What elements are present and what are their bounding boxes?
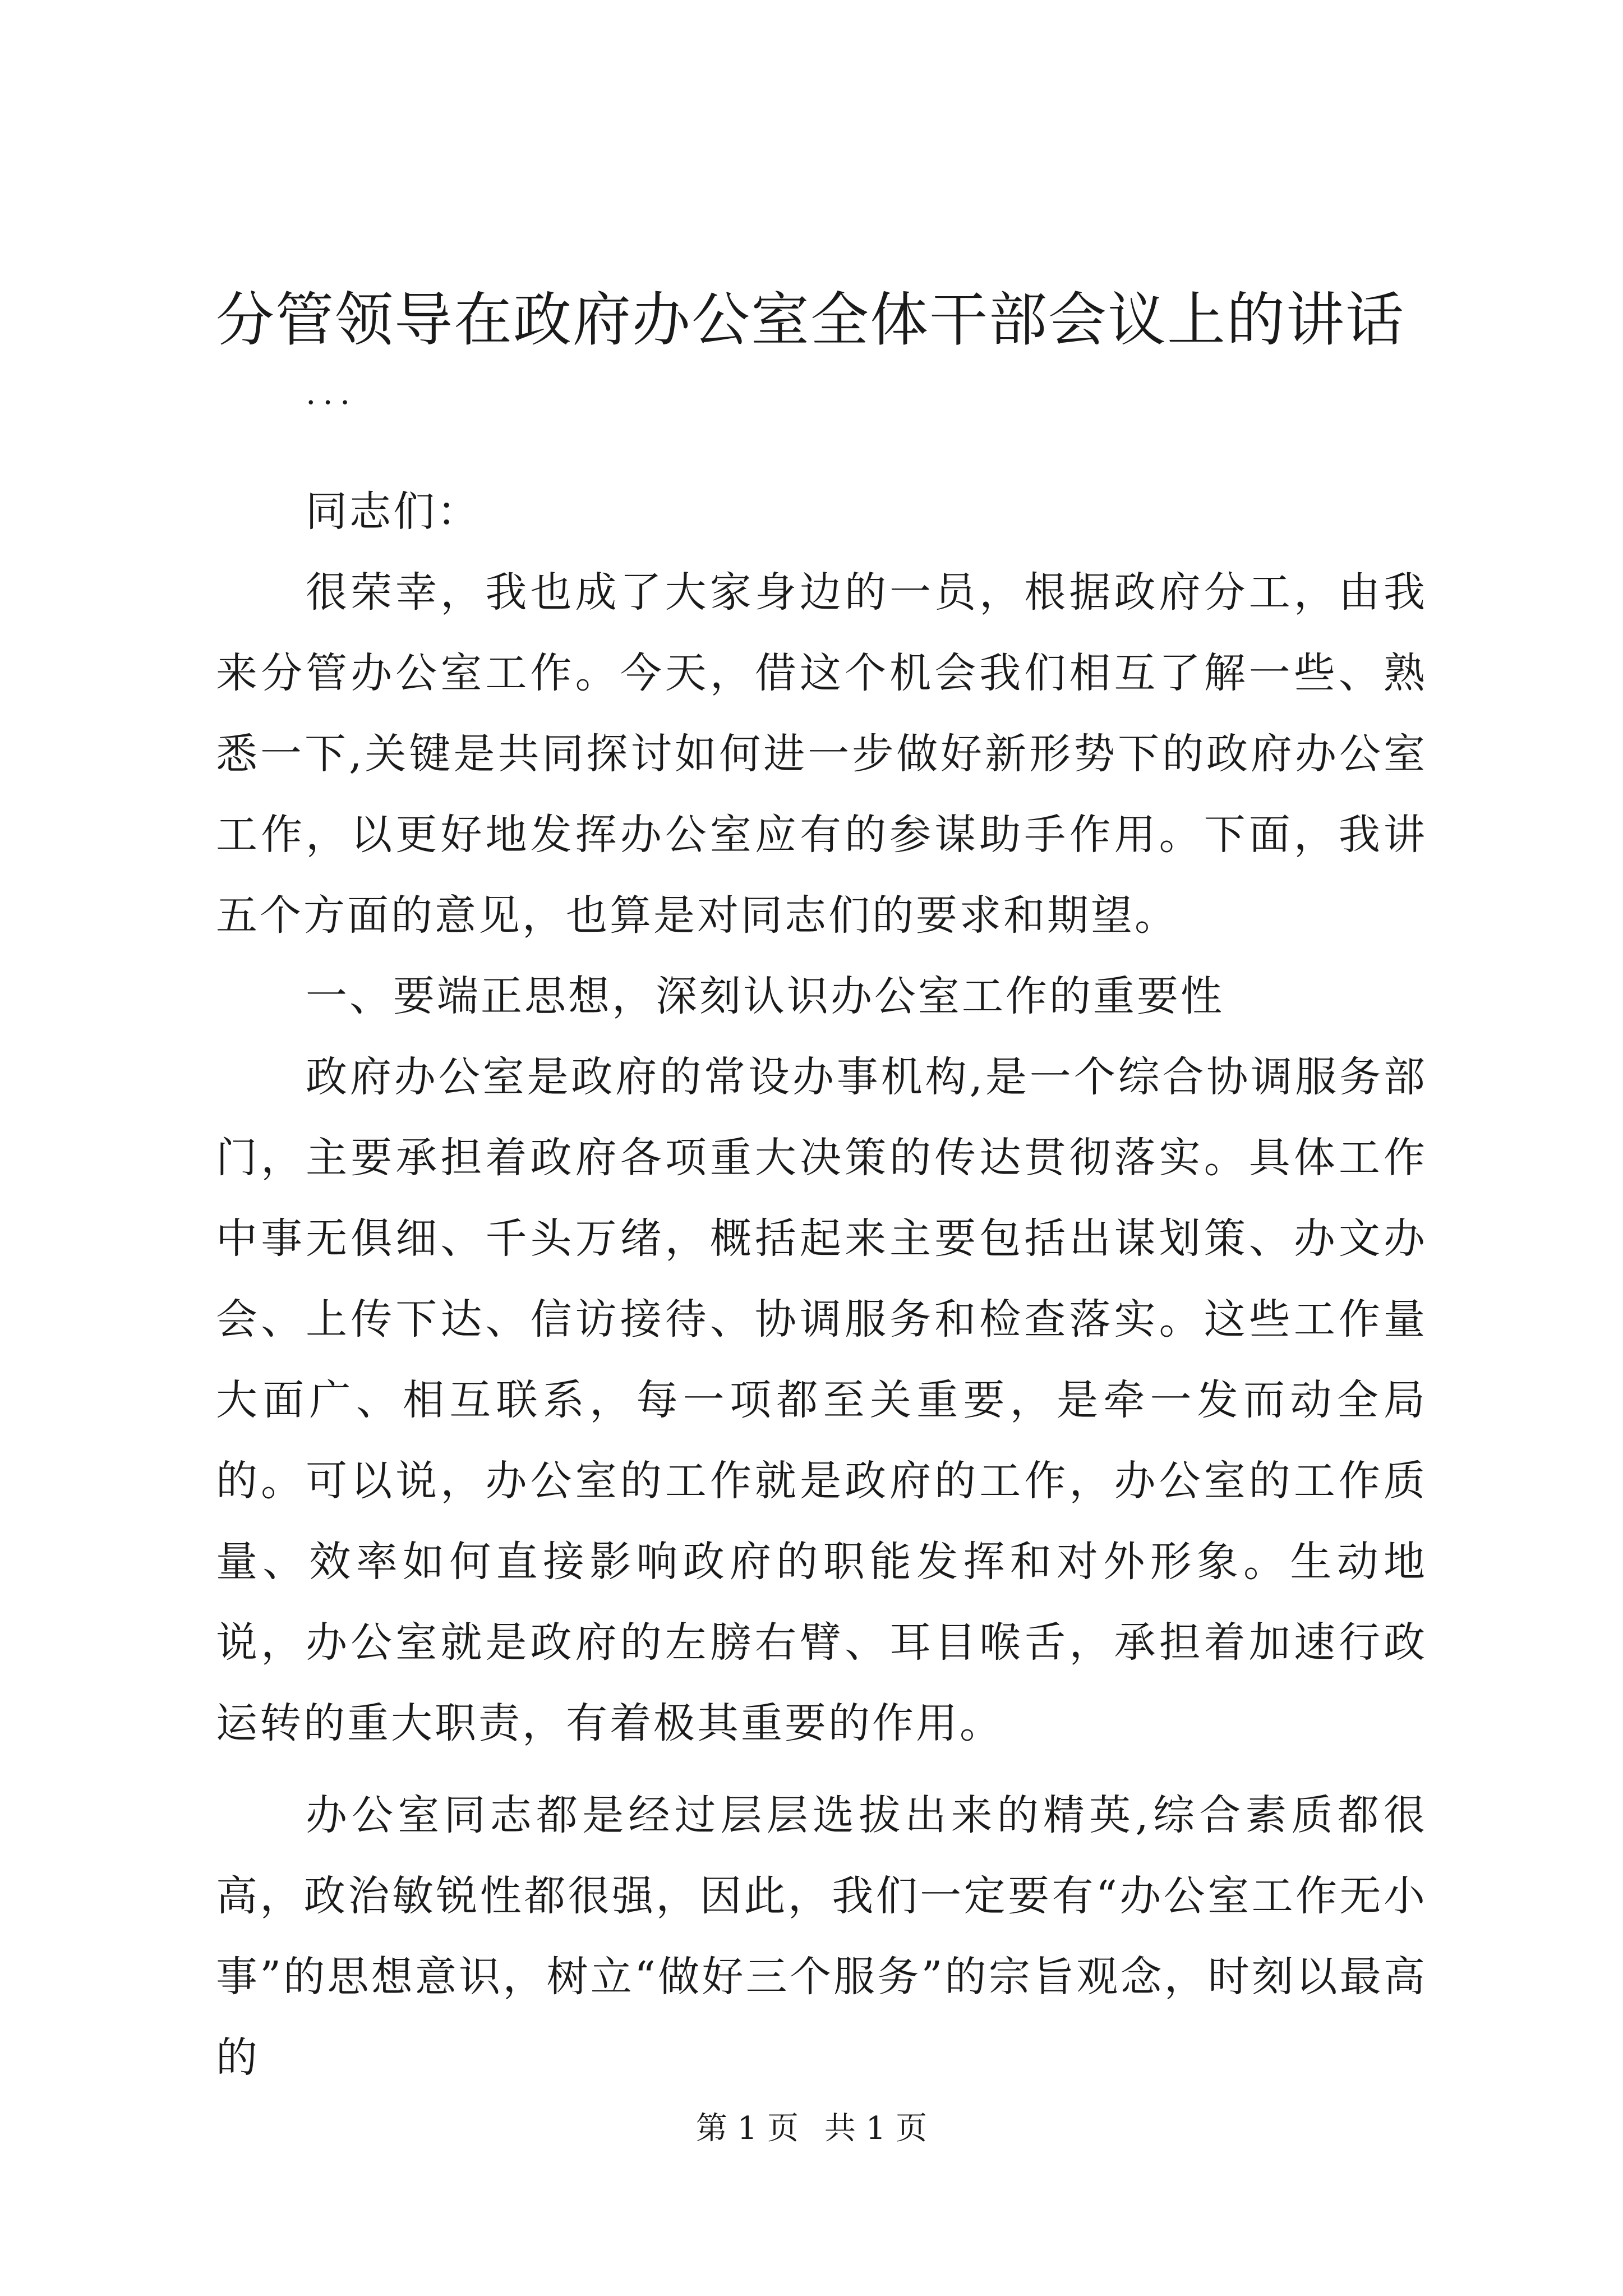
salutation: 同志们： xyxy=(306,487,481,536)
paragraph: 很荣幸，我也成了大家身边的一员，根据政府分工，由我来分管办公室工作。今天，借这个机会我们相互了解一些、熟悉一下,关键是共同探讨如何进一步做好新形势下的政府办公室工作，以更好地发挥办公室应有的参谋助手作用。下面，我讲五个方面的意见，也算是对同志们的要求和期望。 xyxy=(216,568,1427,940)
document-title: 分管领导在政府办公室全体干部会议上的讲话 xyxy=(216,286,1405,354)
page-number: 第 1 页 xyxy=(695,2110,799,2147)
page-total: 共 1 页 xyxy=(824,2110,928,2147)
paragraph: 政府办公室是政府的常设办事机构,是一个综合协调服务部门，主要承担着政府各项重大决策的传达贯彻落实。具体工作中事无俱细、千头万绪，概括起来主要包括出谋划策、办文办会、上传下达、信访接待、协调服务和检查落实。这些工作量大面广、相互联系，每一项都至关重要，是牵一发而动全局的。可以说，办公室的工作就是政府的工作，办公室的工作质量、效率如何直接影响政府的职能发挥和对外形象。生动地说，办公室就是政府的左膀右臂、耳目喉舌，承担着加速行政运转的重大职责，有着极其重要的作用。 xyxy=(216,1053,1427,1747)
ellipsis: ... xyxy=(306,374,357,412)
document-body xyxy=(216,471,1427,2098)
section-heading: 一、要端正思想，深刻认识办公室工作的重要性 xyxy=(306,972,1224,1020)
page-footer xyxy=(0,2106,1623,2151)
paragraph: 办公室同志都是经过层层选拔出来的精英,综合素质都很高，政治敏锐性都很强，因此，我们一定要有“办公室工作无小事”的思想意识，树立“做好三个服务”的宗旨观念，时刻以最高的 xyxy=(216,1791,1427,2082)
